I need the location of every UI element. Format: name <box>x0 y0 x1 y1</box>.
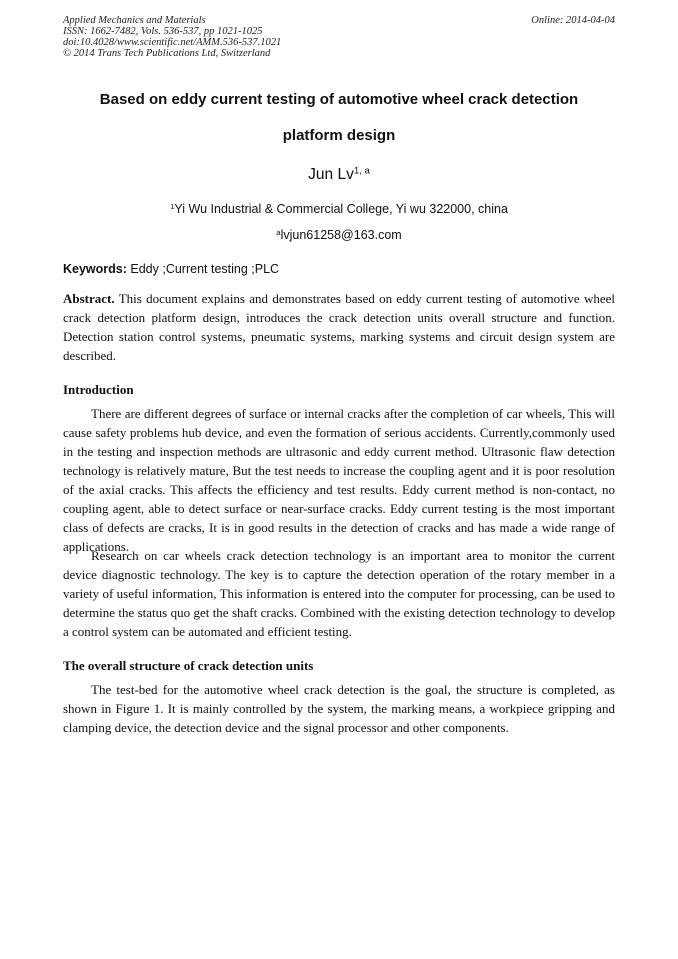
affiliation-superscript: 1 <box>170 201 175 211</box>
email-superscript: a <box>276 227 281 237</box>
abstract-text: This document explains and demonstrates based on eddy current testing of automotive wheel crack detection platform design, introduces the crack detection units overall structure and function. Detection station control systems, pneumatic systems, marking systems and circuit design system are described. <box>63 291 615 363</box>
paper-title-line2: platform design <box>282 127 396 144</box>
affiliation-text: Yi Wu Industrial & Commercial College, Yi wu 322000, china <box>174 202 508 216</box>
introduction-heading: Introduction <box>63 382 134 397</box>
journal-header <box>63 15 281 59</box>
structure-paragraph-1: The test-bed for the automotive wheel crack detection is the goal, the structure is completed, as shown in Figure 1. It is mainly controlled by the system, the marking means, a workpiece gripping and clamping device, the detection device and the signal processor and other components. <box>63 682 615 735</box>
journal-name: Applied Mechanics and Materials <box>63 15 206 26</box>
keywords-line <box>63 262 279 276</box>
doi-line: doi:10.4028/www.scientific.net/AMM.536-537.1021 <box>63 37 282 48</box>
intro-paragraph-1: There are different degrees of surface or internal cracks after the completion of car wheels, This will cause safety problems hub device, and even the formation of serious accidents. Currently,commonly used in the testing and inspection methods are ultrasonic and eddy current method. Ultrasonic flaw detection technology is relatively mature, But the test needs to increase the coupling agent and it is poor resolution of the axial cracks. This affects the efficiency and test results. Eddy current method is non-contact, no coupling agent, able to detect surface or near-surface cracks. Eddy current testing is the most important class of defects are cracks, It is in good results in the detection of cracks and has made a wide range of applications. <box>63 406 615 554</box>
abstract-paragraph <box>63 289 615 365</box>
keywords-text: Eddy ;Current testing ;PLC <box>126 262 280 276</box>
structure-heading: The overall structure of crack detection units <box>63 658 314 673</box>
online-date: Online: 2014-04-04 <box>531 15 615 26</box>
copyright-line: © 2014 Trans Tech Publications Ltd, Switzerland <box>63 48 271 59</box>
email-text: lvjun61258@163.com <box>280 228 402 242</box>
issn-line: ISSN: 1662-7482, Vols. 536-537, pp 1021-1025 <box>63 26 263 37</box>
email-line <box>63 228 615 242</box>
affiliation-line <box>63 202 615 216</box>
author-superscript: 1, a <box>353 165 370 177</box>
abstract-label: Abstract. <box>63 291 115 306</box>
author-line <box>63 166 615 184</box>
intro-paragraph-2: Research on car wheels crack detection technology is an important area to monitor the current device diagnostic technology. The key is to capture the detection operation of the rotary member in a variety of useful information, This information is entered into the computer for processing, can be used to determine the status quo get the shaft cracks. Combined with the existing detection technology to develop a control system can be automated and efficient testing. <box>63 548 615 639</box>
paper-title-line1: Based on eddy current testing of automotive wheel crack detection <box>99 91 579 108</box>
keywords-label: Keywords: <box>63 262 127 276</box>
author-name: Jun Lv <box>308 166 354 183</box>
